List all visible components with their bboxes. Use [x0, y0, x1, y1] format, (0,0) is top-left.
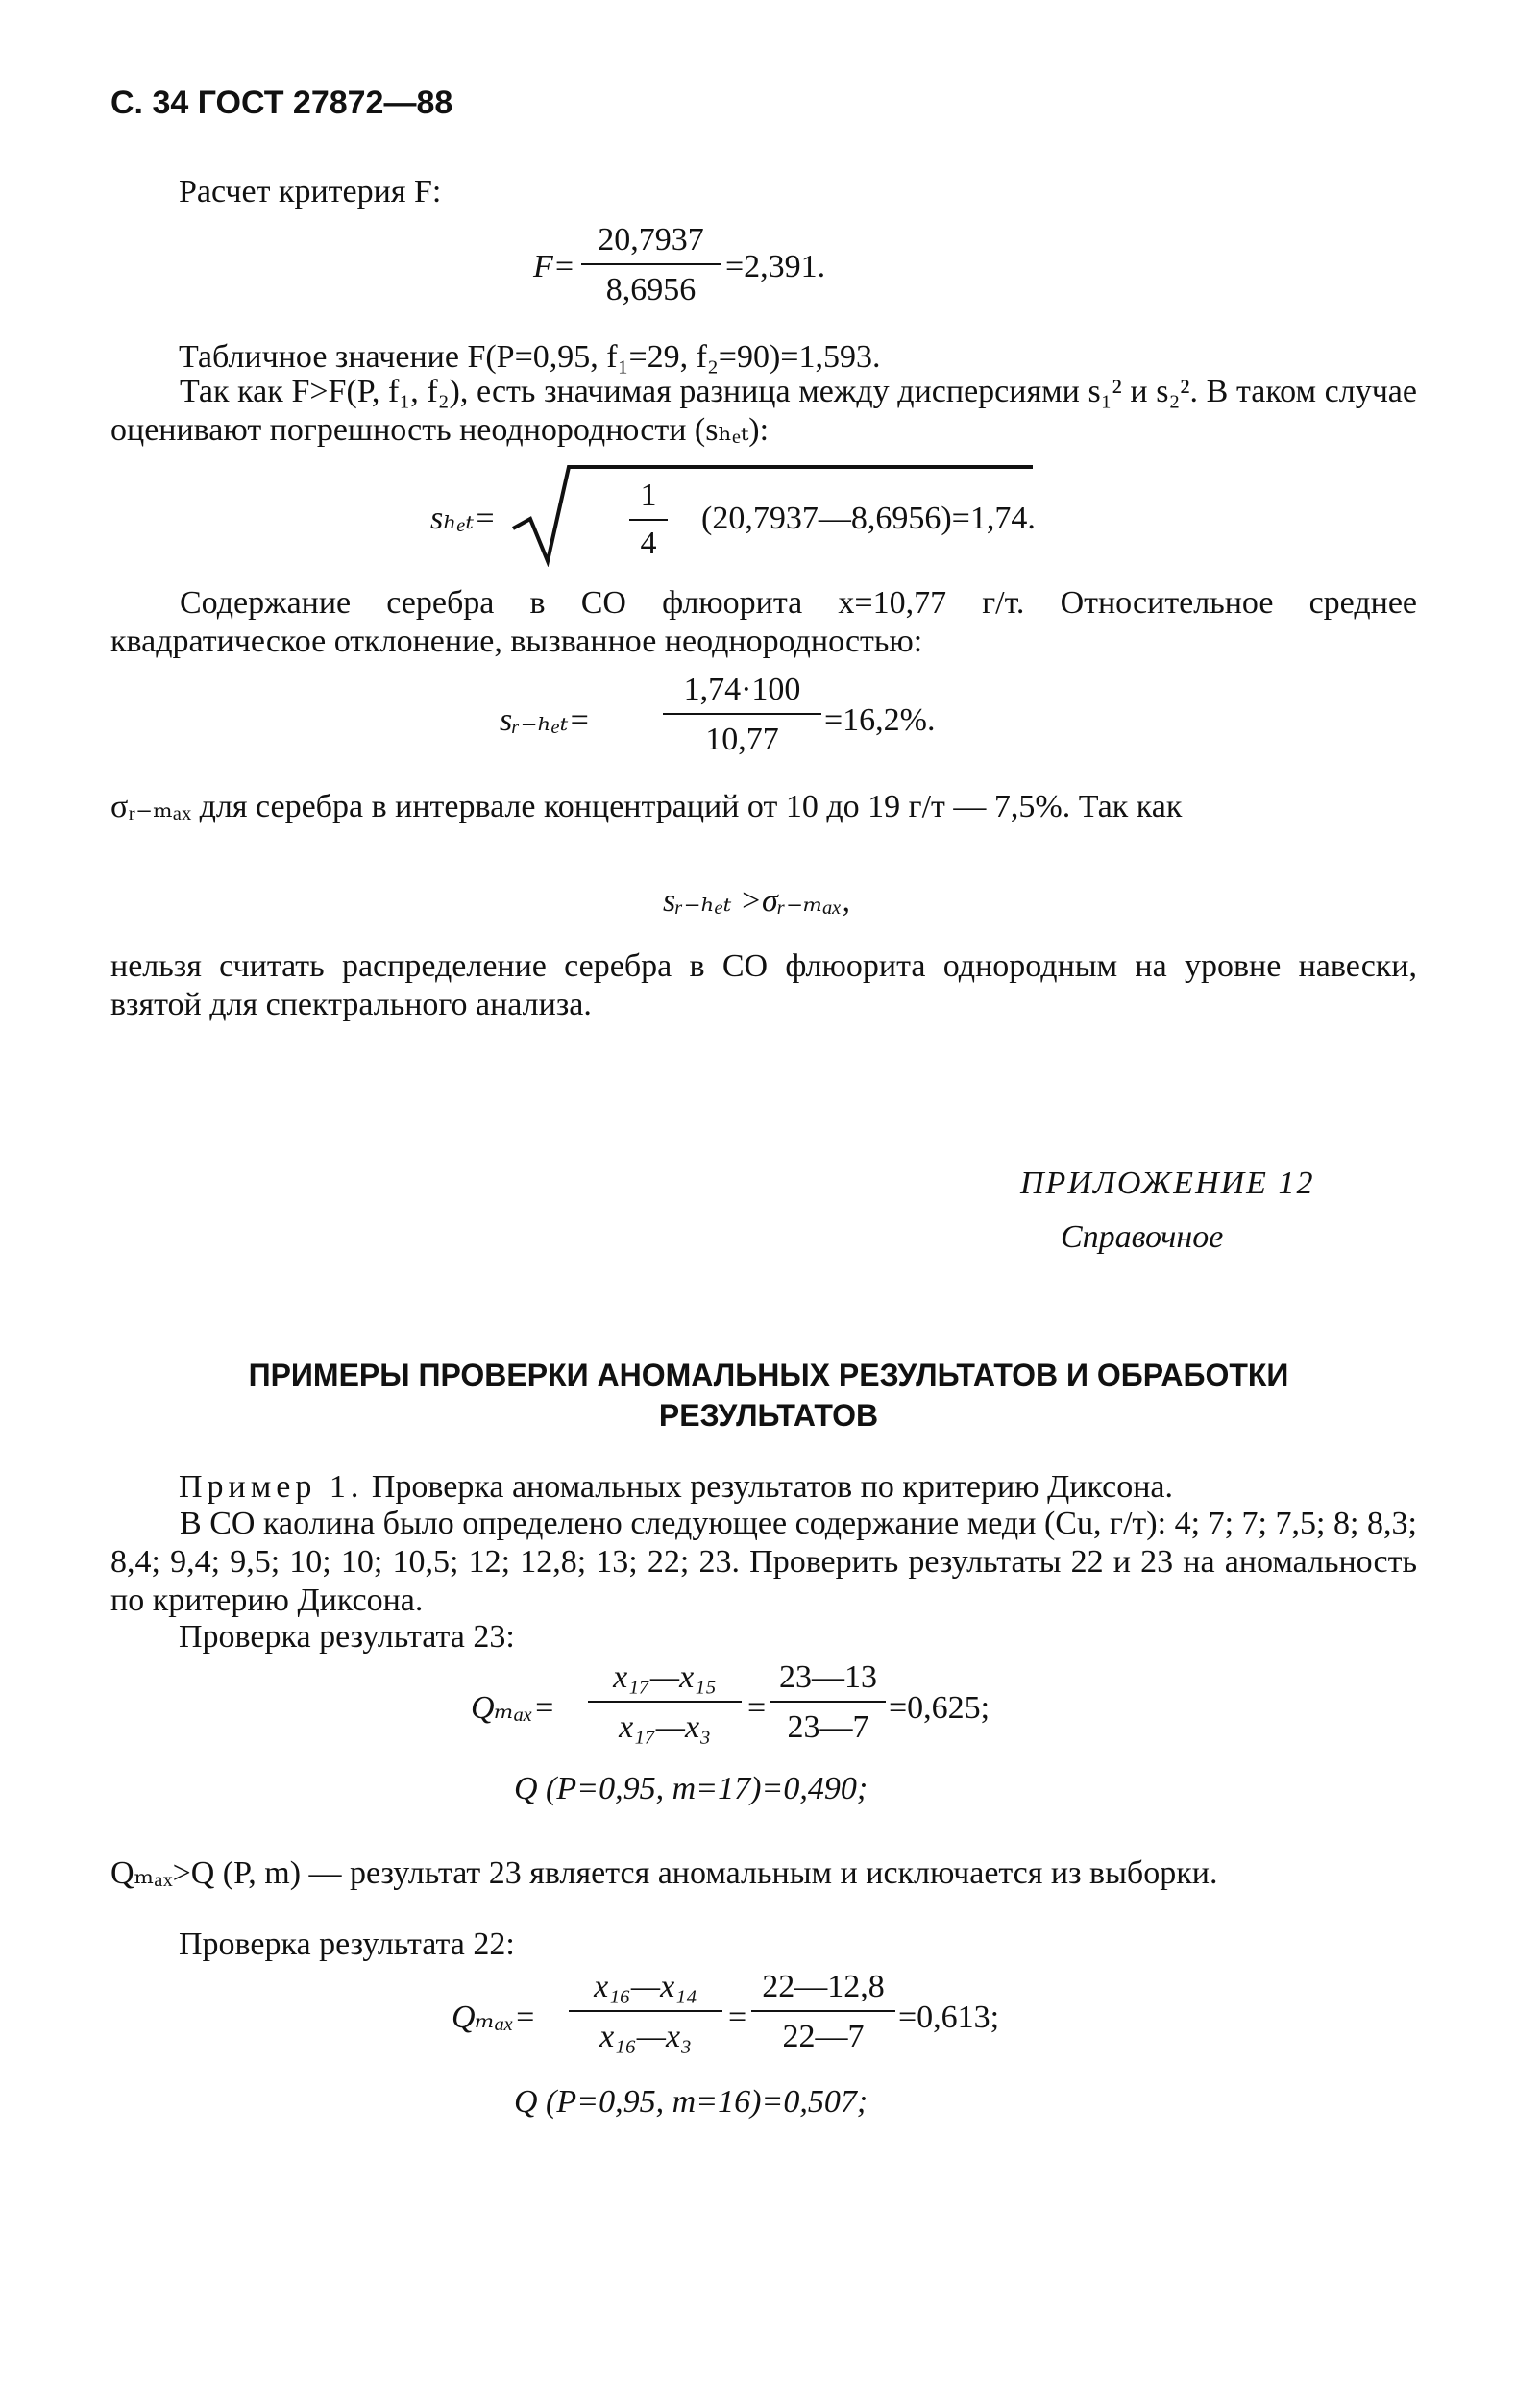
appendix-title-line2: РЕЗУЛЬТАТОВ — [658, 1398, 879, 1433]
q22-formula-result: =0,613; — [898, 2000, 1000, 2035]
shet-formula-denominator: 4 — [640, 526, 657, 561]
silver-paragraph: Содержание серебра в СО флюорита x=10,77 г/т. Относительное среднее квадратическое отклонение, вызванное неоднородностью: — [110, 585, 1417, 659]
example1-data-paragraph: В СО каолина было определено следующее содержание меди (Cu, г/т): 4; 7; 7; 7,5; 8; 8,3; 8,4; 9,4; 9,5; 10; 10; 10,5; 12; 12,8; 13; 22; 23. Проверить результаты 22 и 23 на аномальность по критерию Диксона. — [110, 1506, 1417, 1618]
example1-lead: Пример 1. — [179, 1469, 364, 1505]
q23-formula-denominator2: 23—7 — [787, 1709, 869, 1745]
q23-formula-denominator1: x₁₇—x₃ — [619, 1709, 711, 1745]
page-header: С. 34 ГОСТ 27872—88 — [110, 85, 453, 121]
f-calc-label: Расчет критерия F: — [179, 174, 442, 209]
f-formula-numerator: 20,7937 — [598, 222, 704, 258]
srhet-formula-bar — [663, 713, 821, 715]
q22-table-value: Q (P=0,95, m=16)=0,507; — [514, 2084, 868, 2120]
q22-formula-bar2 — [751, 2010, 895, 2012]
compare-formula: sᵣ₋ₕₑₜ >σᵣ₋ₘₐₓ, — [663, 883, 851, 919]
shet-formula-numerator: 1 — [640, 478, 657, 513]
srhet-formula-result: =16,2%. — [824, 702, 936, 738]
q22-formula-numerator2: 22—12,8 — [762, 1969, 885, 2004]
q23-formula-bar2 — [770, 1701, 886, 1703]
q22-formula-denominator2: 22—7 — [782, 2019, 865, 2054]
q22-formula-numerator1: x₁₆—x₁₄ — [594, 1969, 697, 2004]
check23-label: Проверка результата 23: — [179, 1619, 515, 1655]
shet-formula-bar — [629, 519, 668, 521]
sigma-paragraph: σᵣ₋ₘₐₓ для серебра в интервале концентраций от 10 до 19 г/т — 7,5%. Так как — [110, 789, 1183, 824]
q22-formula-equals: = — [728, 2000, 747, 2035]
q23-result-paragraph: Qₘₐₓ>Q (P, m) — результат 23 является аномальным и исключается из выборки. — [110, 1855, 1218, 1891]
f-formula-denominator: 8,6956 — [605, 272, 697, 307]
appendix-kind: Справочное — [1061, 1219, 1224, 1255]
example1-heading — [179, 1468, 1173, 1507]
q22-formula-lhs: Qₘₐₓ= — [452, 2000, 536, 2035]
q23-formula-equals: = — [747, 1690, 767, 1726]
conclusion-paragraph: нельзя считать распределение серебра в СО флюорита однородным на уровне навески, взятой для спектрального анализа. — [110, 948, 1417, 1022]
check22-label: Проверка результата 22: — [179, 1927, 515, 1962]
q22-formula-bar1 — [569, 2010, 722, 2012]
q22-formula-denominator1: x₁₆—x₃ — [599, 2019, 692, 2054]
srhet-formula-denominator: 10,77 — [705, 722, 779, 757]
shet-formula-result: (20,7937—8,6956)=1,74. — [701, 501, 1036, 536]
f-formula-lhs: F= — [533, 249, 575, 284]
since-paragraph: Так как F>F(P, f₁, f₂), есть значимая разница между дисперсиями s₁² и s₂². В таком случае оценивают погрешность неоднородности (sₕₑₜ): — [110, 374, 1417, 448]
table-value-text: Табличное значение F(P=0,95, f₁=29, f₂=90)=1,593. — [179, 339, 881, 375]
srhet-formula-lhs: sᵣ₋ₕₑₜ= — [500, 702, 591, 738]
appendix-label: ПРИЛОЖЕНИЕ 12 — [1020, 1166, 1315, 1201]
appendix-title-line1: ПРИМЕРЫ ПРОВЕРКИ АНОМАЛЬНЫХ РЕЗУЛЬТАТОВ И ОБРАБОТКИ — [248, 1358, 1289, 1392]
q23-formula-numerator1: x₁₇—x₁₅ — [613, 1659, 717, 1695]
f-formula-result: =2,391. — [725, 249, 826, 284]
shet-formula-lhs: sₕₑₜ= — [430, 501, 497, 536]
q23-formula-bar1 — [588, 1701, 742, 1703]
q23-formula-numerator2: 23—13 — [779, 1659, 877, 1695]
f-formula-bar — [581, 263, 721, 265]
srhet-formula-numerator: 1,74·100 — [683, 672, 801, 707]
example1-heading-text: Проверка аномальных результатов по критерию Диксона. — [363, 1469, 1174, 1505]
q23-table-value: Q (P=0,95, m=17)=0,490; — [514, 1771, 868, 1806]
q23-formula-result: =0,625; — [889, 1690, 990, 1726]
q23-formula-lhs: Qₘₐₓ= — [471, 1690, 555, 1726]
